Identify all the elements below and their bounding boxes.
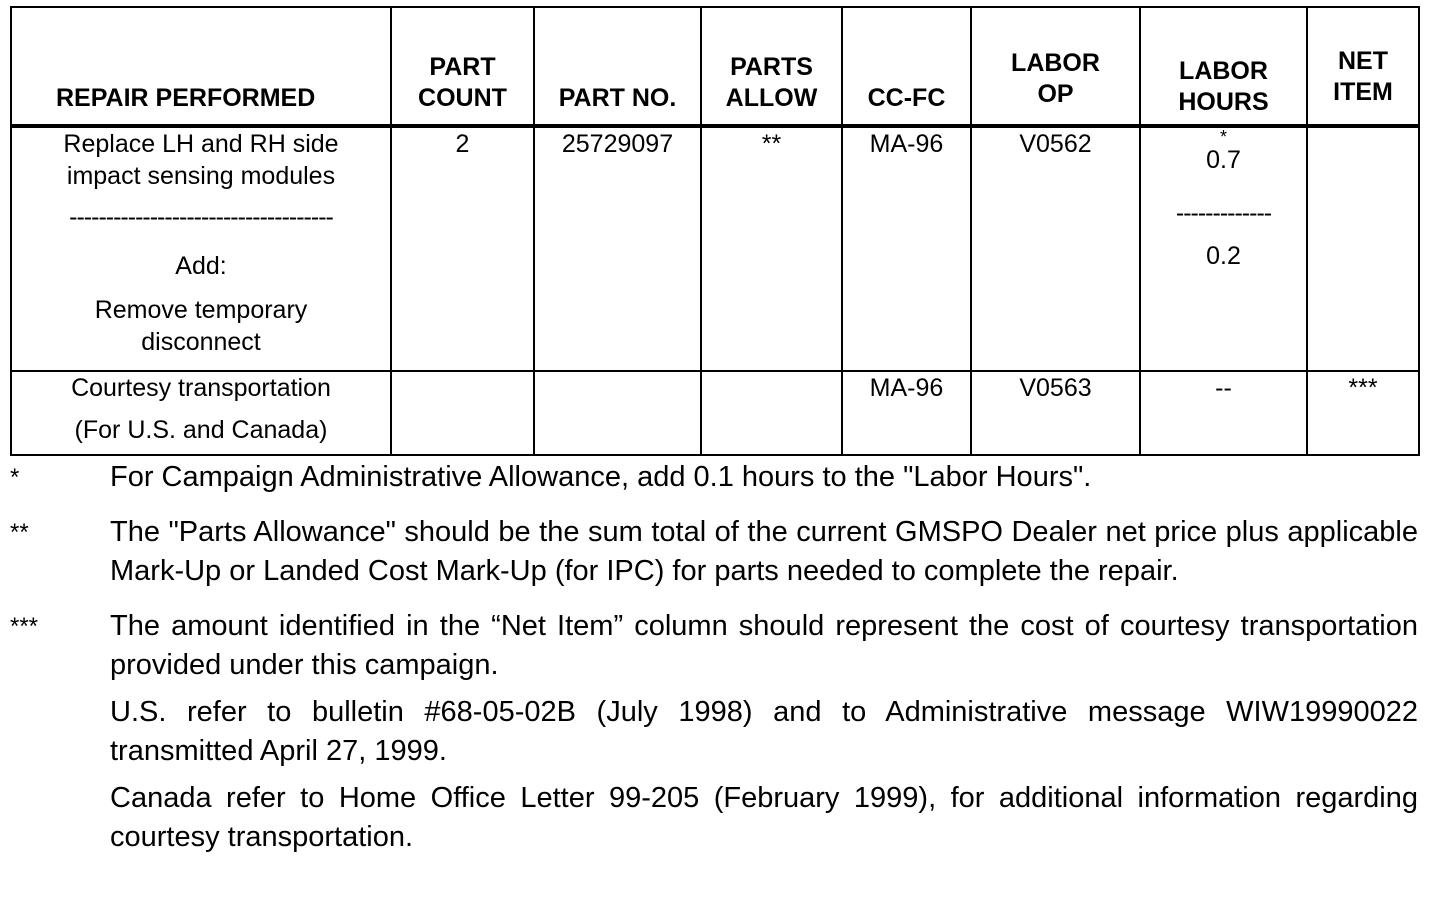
header-labor-hours	[1140, 7, 1307, 126]
table-row	[11, 126, 1419, 371]
repair-line: Remove temporary	[94, 296, 308, 324]
footnote-mark: *	[10, 464, 20, 491]
footnote	[10, 513, 1418, 591]
parts-allow-cell	[701, 371, 842, 455]
repair-line: Courtesy transportation	[71, 374, 331, 402]
header-net-item-line1: NET	[1338, 47, 1388, 75]
footnote	[10, 458, 1418, 497]
labor-hours-mark: *	[1219, 127, 1227, 147]
repair-line: disconnect	[141, 328, 261, 356]
header-labor-op-line1: LABOR	[1011, 49, 1100, 77]
labor-op-cell: V0562	[971, 126, 1140, 371]
header-labor-hours-line1: LABOR	[1179, 57, 1268, 85]
repair-line: impact sensing modules	[66, 162, 336, 190]
cc-fc-cell: MA-96	[842, 371, 971, 455]
footnote	[10, 607, 1418, 857]
footnote-text: Canada refer to Home Office Letter 99-205 (February 1999), for additional information regarding courtesy transportation.	[110, 782, 1418, 853]
repair-line: Replace LH and RH side	[63, 130, 339, 158]
labor-hours-cell	[1140, 126, 1307, 371]
part-no-cell	[534, 371, 701, 455]
cc-fc-cell: MA-96	[842, 126, 971, 371]
repair-cell	[11, 126, 391, 371]
footnote-text: For Campaign Administrative Allowance, add 0.1 hours to the "Labor Hours".	[110, 461, 1092, 493]
header-part-count-line1: PART	[429, 53, 496, 81]
part-no-cell: 25729097	[534, 126, 701, 371]
header-net-item	[1307, 7, 1419, 126]
footnotes	[10, 458, 1418, 857]
labor-table	[10, 6, 1420, 456]
header-net-item-line2: ITEM	[1333, 78, 1393, 106]
labor-hours-value: 0.7	[1206, 146, 1241, 174]
header-parts-allow-line1: PARTS	[730, 53, 813, 81]
header-part-count	[391, 7, 534, 126]
hours-separator: -------------	[1175, 202, 1272, 224]
table-row	[11, 371, 1419, 455]
labor-op-cell: V0563	[971, 371, 1140, 455]
header-labor-op-line2: OP	[1037, 80, 1074, 108]
separator-line: ------------------------------------	[69, 206, 333, 228]
footnote-mark: **	[10, 519, 29, 546]
header-parts-allow-line2: ALLOW	[725, 84, 818, 112]
header-repair-performed: REPAIR PERFORMED	[11, 7, 391, 126]
repair-cell	[11, 371, 391, 455]
labor-hours-cell: --	[1140, 371, 1307, 455]
footnote-text: U.S. refer to bulletin #68-05-02B (July 1998) and to Administrative message WIW19990022 transmitted April 27, 1999.	[110, 696, 1418, 767]
table-header-row	[11, 7, 1419, 126]
net-item-cell	[1307, 126, 1419, 371]
header-labor-op	[971, 7, 1140, 126]
header-part-count-line2: COUNT	[418, 84, 507, 112]
repair-line: (For U.S. and Canada)	[74, 416, 328, 444]
parts-allow-cell: **	[701, 126, 842, 371]
add-hours-value: 0.2	[1206, 242, 1241, 270]
part-count-cell: 2	[391, 126, 534, 371]
footnote-mark: ***	[10, 613, 39, 640]
header-part-no: PART NO.	[534, 7, 701, 126]
header-cc-fc: CC-FC	[842, 7, 971, 126]
add-label: Add:	[175, 252, 227, 280]
footnote-text: The amount identified in the “Net Item” column should represent the cost of courtesy transportation provided under this campaign.	[110, 610, 1418, 681]
header-labor-hours-line2: HOURS	[1178, 88, 1269, 116]
footnote-text: The "Parts Allowance" should be the sum total of the current GMSPO Dealer net price plus applicable Mark-Up or Landed Cost Mark-Up (for IPC) for parts needed to complete the repair.	[110, 516, 1418, 587]
header-parts-allow	[701, 7, 842, 126]
net-item-cell: ***	[1307, 371, 1419, 455]
part-count-cell	[391, 371, 534, 455]
